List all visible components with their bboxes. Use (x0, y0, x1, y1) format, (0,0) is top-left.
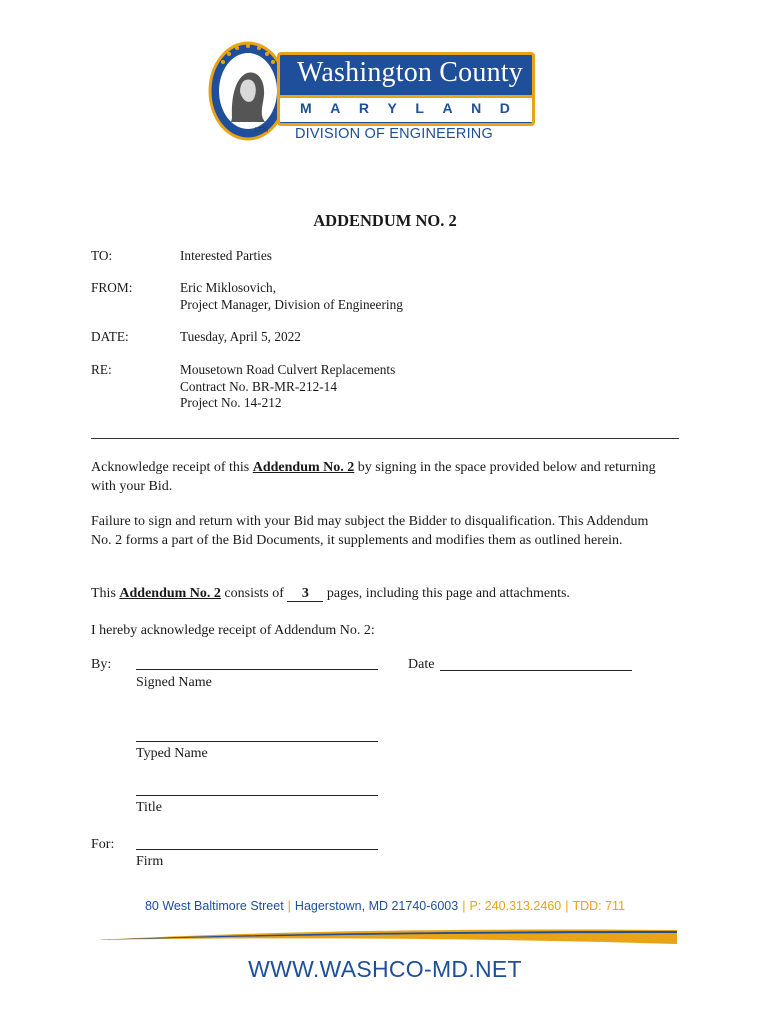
maryland-letter: A (442, 100, 453, 116)
maryland-letter: N (471, 100, 482, 116)
for-label: For: (91, 837, 115, 852)
county-banner (277, 52, 535, 126)
maryland-letter: D (499, 100, 510, 116)
firm-caption: Firm (136, 854, 164, 869)
maryland-letter: M (300, 100, 312, 116)
re-project-name: Mousetown Road Culvert Replacements (180, 362, 396, 377)
acknowledge-statement: I hereby acknowledge receipt of Addendum No. 2: (91, 623, 375, 638)
seal-year: 1776 (254, 126, 268, 134)
footer-swoosh-icon (95, 922, 677, 946)
footer-city: Hagerstown, MD 21740-6003 (294, 899, 459, 913)
re-label: RE: (91, 362, 112, 377)
title-caption: Title (136, 800, 162, 815)
by-label: By: (91, 657, 112, 672)
from-value (180, 280, 680, 313)
maryland-letter: A (330, 100, 341, 116)
county-name: Washington County (297, 57, 523, 88)
maryland-letter: Y (387, 100, 397, 116)
footer-separator: | (565, 899, 569, 913)
footer-separator: | (287, 899, 291, 913)
maryland-letter: L (415, 100, 424, 116)
county-logo (207, 40, 537, 145)
division-name: DIVISION OF ENGINEERING (295, 126, 493, 142)
to-value: Interested Parties (180, 248, 272, 263)
page-count-value: 3 (287, 587, 323, 602)
maryland-letters (300, 100, 510, 116)
para1-addendum-ref: Addendum No. 2 (252, 460, 355, 475)
from-label: FROM: (91, 280, 133, 295)
footer-separator: | (462, 899, 466, 913)
date-sign-line[interactable] (440, 670, 632, 671)
date-label: DATE: (91, 329, 129, 344)
typed-name-line[interactable] (136, 741, 378, 742)
maryland-strip (280, 95, 532, 122)
firm-line[interactable] (136, 849, 378, 850)
date-value: Tuesday, April 5, 2022 (180, 329, 301, 344)
para3-text-start: This (91, 586, 120, 601)
date-sign-label: Date (408, 657, 435, 672)
footer-tdd: TDD: 711 (572, 899, 626, 913)
from-name: Eric Miklosovich, (180, 280, 277, 295)
addendum-heading: ADDENDUM NO. 2 (313, 211, 457, 230)
footer-website[interactable]: WWW.WASHCO-MD.NET (248, 956, 522, 982)
failure-paragraph: Failure to sign and return with your Bid may subject the Bidder to disqualification. This Addendum No. 2 forms a part of the Bid Documents, it supplements and modifies them as outlined herein. (91, 514, 649, 548)
maryland-letter: R (358, 100, 369, 116)
para3-text-end: pages, including this page and attachments. (323, 586, 570, 601)
acknowledge-paragraph (91, 459, 661, 496)
para1-text-start: Acknowledge receipt of this (91, 460, 253, 475)
para3-text-mid: consists of (220, 586, 288, 601)
typed-name-caption: Typed Name (136, 746, 208, 761)
footer-address (0, 899, 770, 913)
signed-name-caption: Signed Name (136, 675, 212, 690)
para3-addendum-ref: Addendum No. 2 (119, 586, 221, 601)
page-count-paragraph (91, 585, 661, 604)
re-contract-no: Contract No. BR-MR-212-14 (180, 378, 337, 394)
separator-rule (91, 438, 679, 439)
signed-name-line[interactable] (136, 669, 378, 670)
footer-street: 80 West Baltimore Street (144, 899, 284, 913)
to-label: TO: (91, 248, 113, 263)
title-line[interactable] (136, 795, 378, 796)
from-title: Project Manager, Division of Engineering (180, 296, 403, 312)
para1-text-end: by signing in the space provided below and returning with your Bid. (91, 460, 656, 494)
re-project-no: Project No. 14-212 (180, 395, 282, 410)
footer-phone: P: 240.313.2460 (469, 899, 562, 913)
re-value (180, 362, 680, 412)
